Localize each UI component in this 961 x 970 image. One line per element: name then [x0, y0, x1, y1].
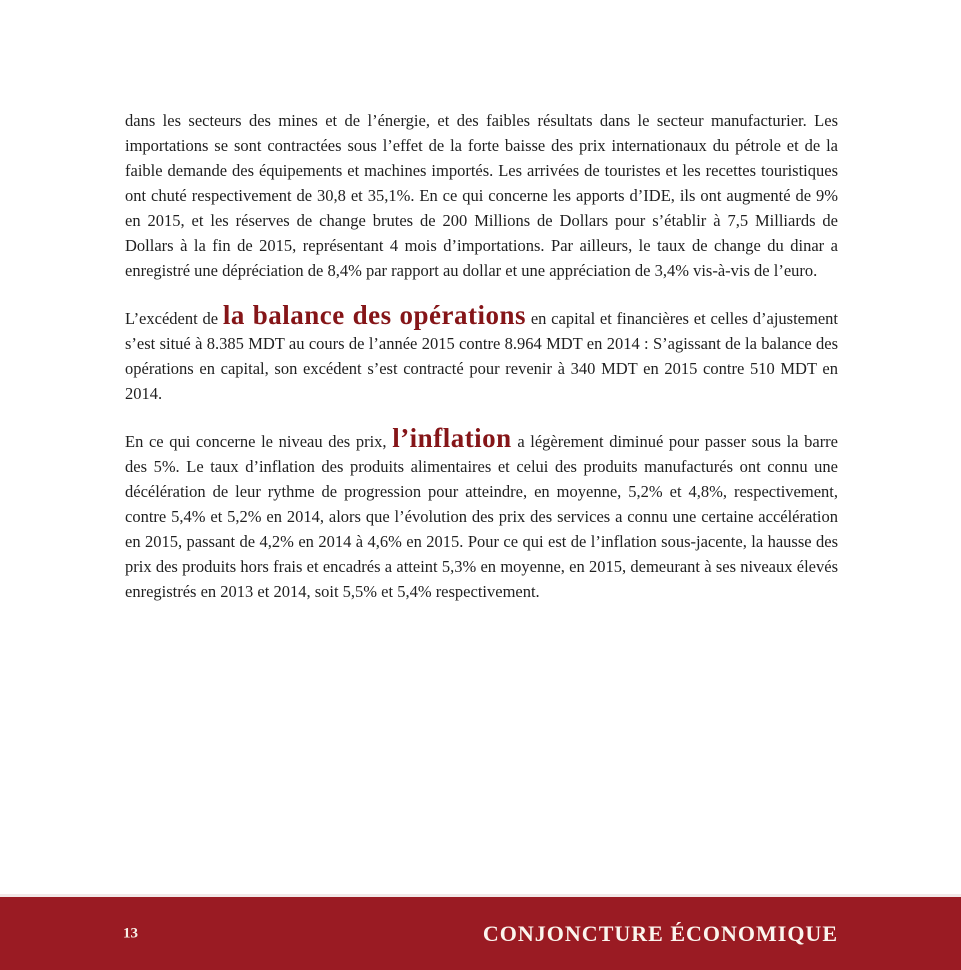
paragraph-2: [125, 300, 839, 406]
accent-phrase-balance-des-operations: la balance des opérations: [222, 300, 527, 330]
footer-section-title: CONJONCTURE ÉCONOMIQUE: [482, 920, 838, 946]
accent-phrase-inflation: l’inflation: [392, 423, 512, 453]
paragraph-3-rest: a légèrement diminué pour passer sous la barre des 5%. Le taux d’inflation des produits alimentaires et celui des produits manufacturés ont connu une décélération de leur rythme de progression pour atteindre, en moyenne, 5,2% et 4,8%, respectivement, contre 5,4% et 5,2% en 2014, alors que l’évolution des prix des services a connu une certaine accélération en 2015, passant de 4,2% en 2014 à 4,6% en 2015. Pour ce qui est de l’inflation sous-jacente, la hausse des prix des produits hors frais et encadrés a atteint 5,3% en moyenne, en 2015, demeurant à ses niveaux élevés enregistrés en 2013 et 2014, soit 5,5% et 5,4% respectivement.: [125, 432, 839, 601]
paragraph-2-rest: en capital et financières et celles d’ajustement s’est situé à 8.385 MDT au cours de l’année 2015 contre 8.964 MDT en 2014 : S’agissant de la balance des opérations en capital, son excédent s’est contracté pour revenir à 340 MDT en 2015 contre 510 MDT en 2014.: [125, 309, 839, 403]
footer-band: [0, 894, 961, 970]
paragraph-1-text: dans les secteurs des mines et de l’énergie, et des faibles résultats dans le secteur manufacturier. Les importations se sont contractées sous l’effet de la forte baisse des prix internationaux du pétrole et de la faible demande des équipements et machines importés. Les arrivées de touristes et les recettes touristiques ont chuté respectivement de 30,8 et 35,1%. En ce qui concerne les apports d’IDE, ils ont augmenté de 9% en 2015, et les réserves de change brutes de 200 Millions de Dollars pour s’établir à 7,5 Milliards de Dollars à la fin de 2015, représentant 4 mois d’importations. Par ailleurs, le taux de change du dinar a enregistré une dépréciation de 8,4% par rapport au dollar et une appréciation de 3,4% vis-à-vis de l’euro.: [125, 111, 838, 280]
paragraph-3: [125, 423, 839, 604]
paragraph-2-lead: L’excédent de: [125, 309, 219, 328]
paragraph-1: [125, 108, 838, 283]
page-number: 13: [123, 925, 138, 941]
body-text: [125, 108, 838, 624]
paragraph-3-lead: En ce qui concerne le niveau des prix,: [125, 432, 387, 451]
